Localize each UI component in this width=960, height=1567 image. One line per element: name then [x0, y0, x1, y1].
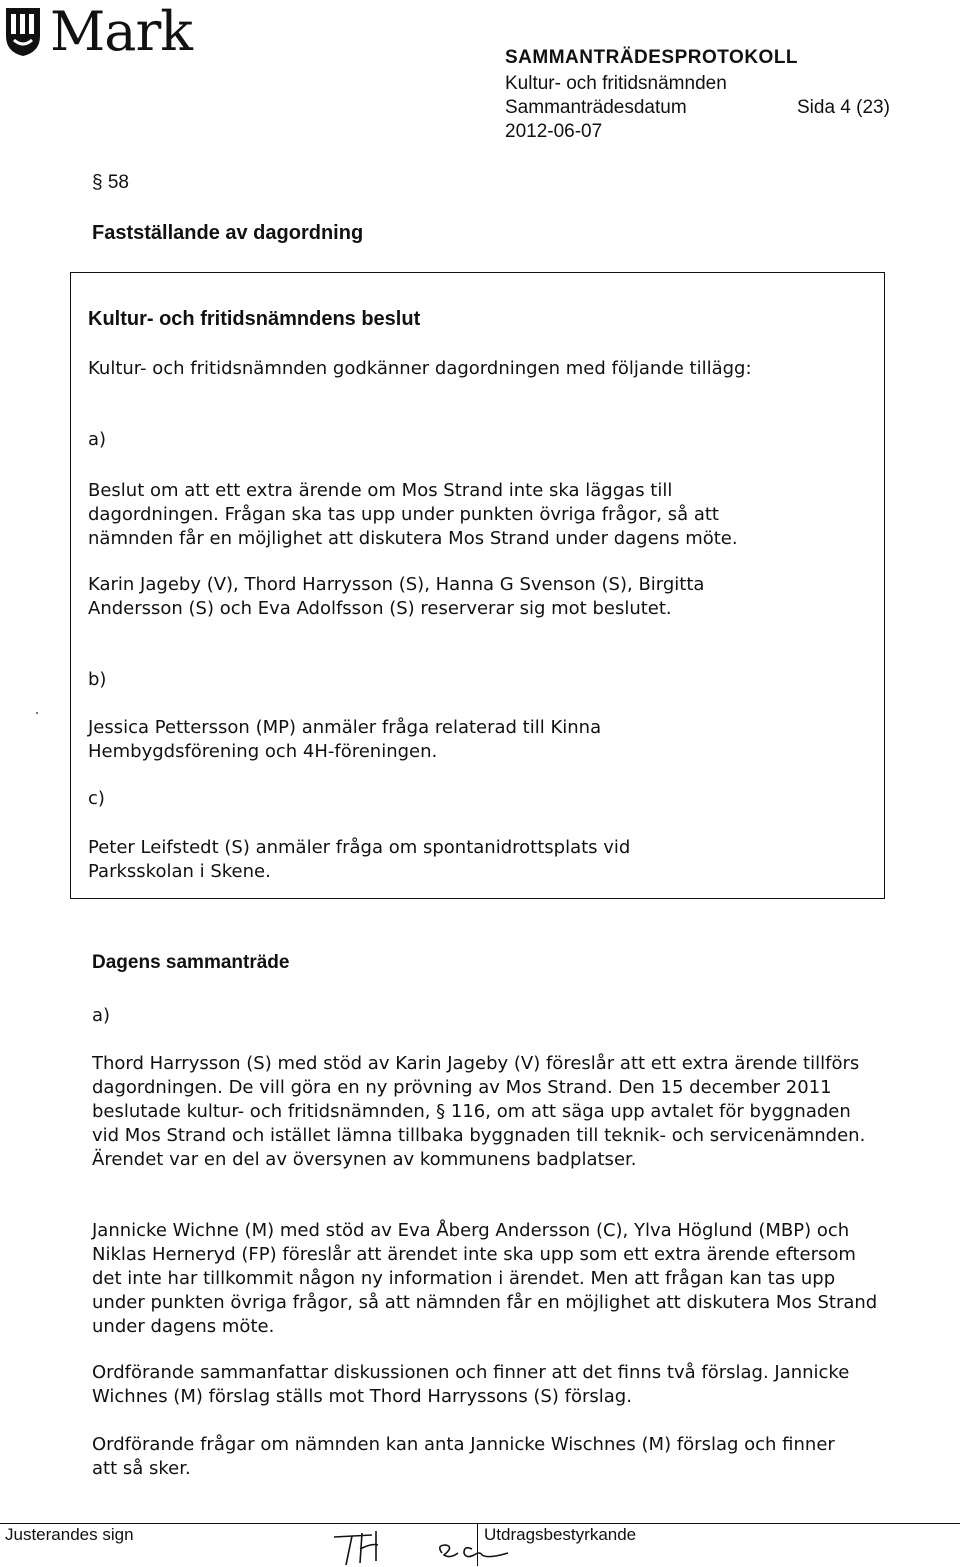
decision-intro: Kultur- och fritidsnämnden godkänner dagordningen med följande tillägg: — [88, 358, 752, 379]
meeting-paragraph-3: Ordförande sammanfattar diskussionen och finner att det finns två förslag. Jannicke Wichnes (M) förslag ställs mot Thord Harryssons (S) förslag. — [92, 1362, 850, 1407]
meeting-paragraph-2: Jannicke Wichne (M) med stöd av Eva Åberg Andersson (C), Ylva Höglund (MBP) och Niklas Herneryd (FP) föreslår att ärendet inte ska upp som ett extra ärende eftersom det inte har tillkommit någon ny information i ärendet. Men att frågan kan tas upp under punkten övriga frågor, så att nämnden får en möjlighet att diskutera Mos Strand under dagens möte. — [92, 1220, 878, 1337]
municipality-crest-icon — [4, 6, 42, 58]
decision-item-c-text: Peter Leifstedt (S) anmäler fråga om spontanidrottsplats vid Parksskolan i Skene. — [88, 837, 631, 882]
page-number: Sida 4 (23) — [797, 97, 890, 118]
footer-certification-label: Utdragsbestyrkande — [484, 1525, 637, 1544]
logo-wordmark: Mark — [50, 0, 193, 63]
decision-heading: Kultur- och fritidsnämndens beslut — [88, 308, 421, 330]
meeting-date: 2012-06-07 — [505, 121, 603, 142]
footer-signature-label: Justerandes sign — [5, 1525, 134, 1544]
footer-rule — [0, 1523, 960, 1524]
meeting-heading: Dagens sammanträde — [92, 952, 290, 973]
scan-speck — [36, 712, 38, 714]
meeting-paragraph-4: Ordförande frågar om nämnden kan anta Jannicke Wischnes (M) förslag och finner att så sker. — [92, 1434, 835, 1479]
handwritten-signature — [332, 1527, 552, 1567]
meeting-item-a-label: a) — [92, 1005, 111, 1026]
decision-item-c-label: c) — [88, 788, 105, 809]
decision-item-b-text: Jessica Pettersson (MP) anmäler fråga relaterad till Kinna Hembygdsförening och 4H-föreningen. — [88, 717, 602, 762]
organization-name: Kultur- och fritidsnämnden — [505, 73, 727, 94]
document-type: SAMMANTRÄDESPROTOKOLL — [505, 47, 799, 68]
decision-item-b-label: b) — [88, 669, 107, 690]
meeting-date-label: Sammanträdesdatum — [505, 97, 687, 118]
decision-item-a-reservation: Karin Jageby (V), Thord Harrysson (S), Hanna G Svenson (S), Birgitta Andersson (S) och Eva Adolfsson (S) reserverar sig mot beslutet. — [88, 574, 705, 619]
section-number: § 58 — [92, 172, 129, 193]
section-title: Fastställande av dagordning — [92, 222, 364, 244]
decision-item-a-label: a) — [88, 429, 107, 450]
meeting-paragraph-1: Thord Harrysson (S) med stöd av Karin Jageby (V) föreslår att ett extra ärende tillförs dagordningen. De vill göra en ny prövning av Mos Strand. Den 15 december 2011 beslutade kultur- och fritidsnämnden, § 116, om att säga upp avtalet för byggnaden vid Mos Strand och istället lämna tillbaka byggnaden till teknik- och servicenämnden. Ärendet var en del av översynen av kommunens badplatser. — [92, 1053, 866, 1170]
decision-item-a-text: Beslut om att ett extra ärende om Mos Strand inte ska läggas till dagordningen. Frågan ska tas upp under punkten övriga frågor, så att nämnden får en möjlighet att diskutera Mos Strand under dagens möte. — [88, 480, 738, 549]
